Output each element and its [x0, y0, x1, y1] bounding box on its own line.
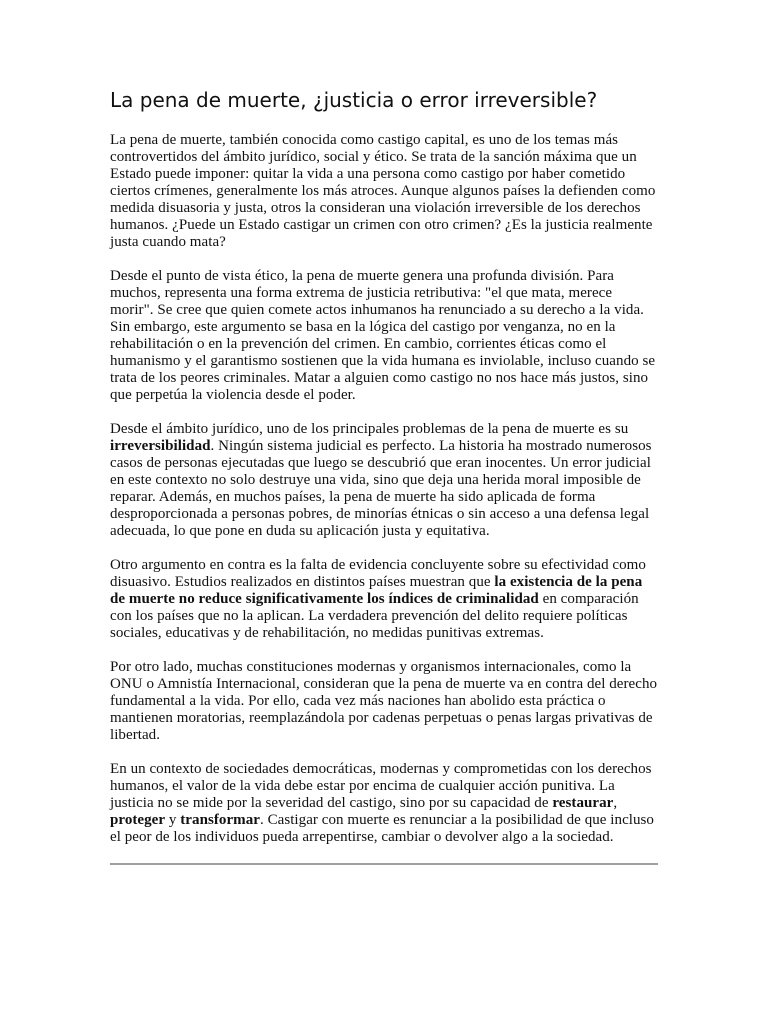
- emphasis-no-reduction: la existencia de la pena de muerte no reduce significativamente los índices de criminalidad: [110, 574, 643, 607]
- paragraph-introduction: La pena de muerte, también conocida como castigo capital, es uno de los temas más controvertidos del ámbito jurídico, social y ético. Se trata de la sanción máxima que un Estado puede imponer: quitar la vida a una persona como castigo por haber cometido ciertos crímenes, generalmente los más atroces. Aunque algunos países la defienden como medida disuasoria y justa, otros la consideran una violación irreversible de los derechos humanos. ¿Puede un Estado castigar un crimen con otro crimen? ¿Es la justicia realmente justa cuando mata?: [110, 132, 656, 250]
- emphasis-restore: restaurar: [552, 795, 614, 811]
- separator-text: y: [165, 812, 181, 828]
- paragraph-legal-view: [110, 421, 658, 540]
- paragraph-text: Desde el ámbito jurídico, uno de los principales problemas de la pena de muerte es su: [110, 421, 629, 437]
- paragraph-international: Por otro lado, muchas constituciones modernas y organismos internacionales, como la ONU o Amnistía Internacional, consideran que la pena de muerte va en contra del derecho fundamental a la vida. Por ello, cada vez más naciones han abolido esta práctica o mantienen moratorias, reemplazándola por cadenas perpetuas o penas largas privativas de libertad.: [110, 659, 658, 743]
- paragraph-text: En un contexto de sociedades democráticas, modernas y comprometidas con los derechos humanos, el valor de la vida debe estar por encima de cualquier acción punitiva. La justicia no se mide por la severidad del castigo, sino por su capacidad de: [110, 761, 652, 811]
- paragraph-text: Otro argumento en contra es la falta de evidencia concluyente sobre su efectividad como disuasivo. Estudios realizados en distintos países muestran que: [110, 557, 646, 590]
- paragraph-text: en comparación con los países que no la aplican. La verdadera prevención del delito requiere políticas sociales, educativas y de rehabilitación, no medidas punitivas extremas.: [110, 591, 639, 641]
- document-page: [110, 86, 658, 865]
- paragraph-conclusion: [110, 761, 658, 846]
- emphasis-transform: transformar: [180, 812, 260, 828]
- paragraph-ethical-view: Desde el punto de vista ético, la pena de muerte genera una profunda división. Para muchos, representa una forma extrema de justicia retributiva: "el que mata, merece morir". Se cree que quien comete actos inhumanos ha renunciado a su derecho a la vida. Sin embargo, este argumento se basa en la lógica del castigo por venganza, no en la rehabilitación o en la prevención del crimen. En cambio, corrientes éticas como el humanismo y el garantismo sostienen que la vida humana es inviolable, incluso cuando se trata de los peores criminales. Matar a alguien como castigo no nos hace más justos, sino que perpetúa la violencia desde el poder.: [110, 268, 656, 403]
- emphasis-protect: proteger: [110, 812, 166, 828]
- paragraph-text: . Castigar con muerte es renunciar a la posibilidad de que incluso el peor de los individuos pueda arrepentirse, cambiar o devolver algo a la sociedad.: [110, 812, 654, 845]
- document-title: La pena de muerte, ¿justicia o error irreversible?: [110, 88, 598, 112]
- separator-text: ,: [613, 795, 618, 811]
- paragraph-deterrence: [110, 557, 658, 642]
- emphasis-irreversibility: irreversibilidad: [110, 438, 211, 454]
- horizontal-divider: [110, 863, 658, 865]
- paragraph-text: . Ningún sistema judicial es perfecto. La historia ha mostrado numerosos casos de personas ejecutadas que luego se descubrió que eran inocentes. Un error judicial en este contexto no solo destruye una vida, sino que deja una herida moral imposible de reparar. Además, en muchos países, la pena de muerte ha sido aplicada de forma desproporcionada a personas pobres, de minorías étnicas o sin acceso a una defensa legal adecuada, lo que pone en duda su aplicación justa y equitativa.: [110, 438, 652, 539]
